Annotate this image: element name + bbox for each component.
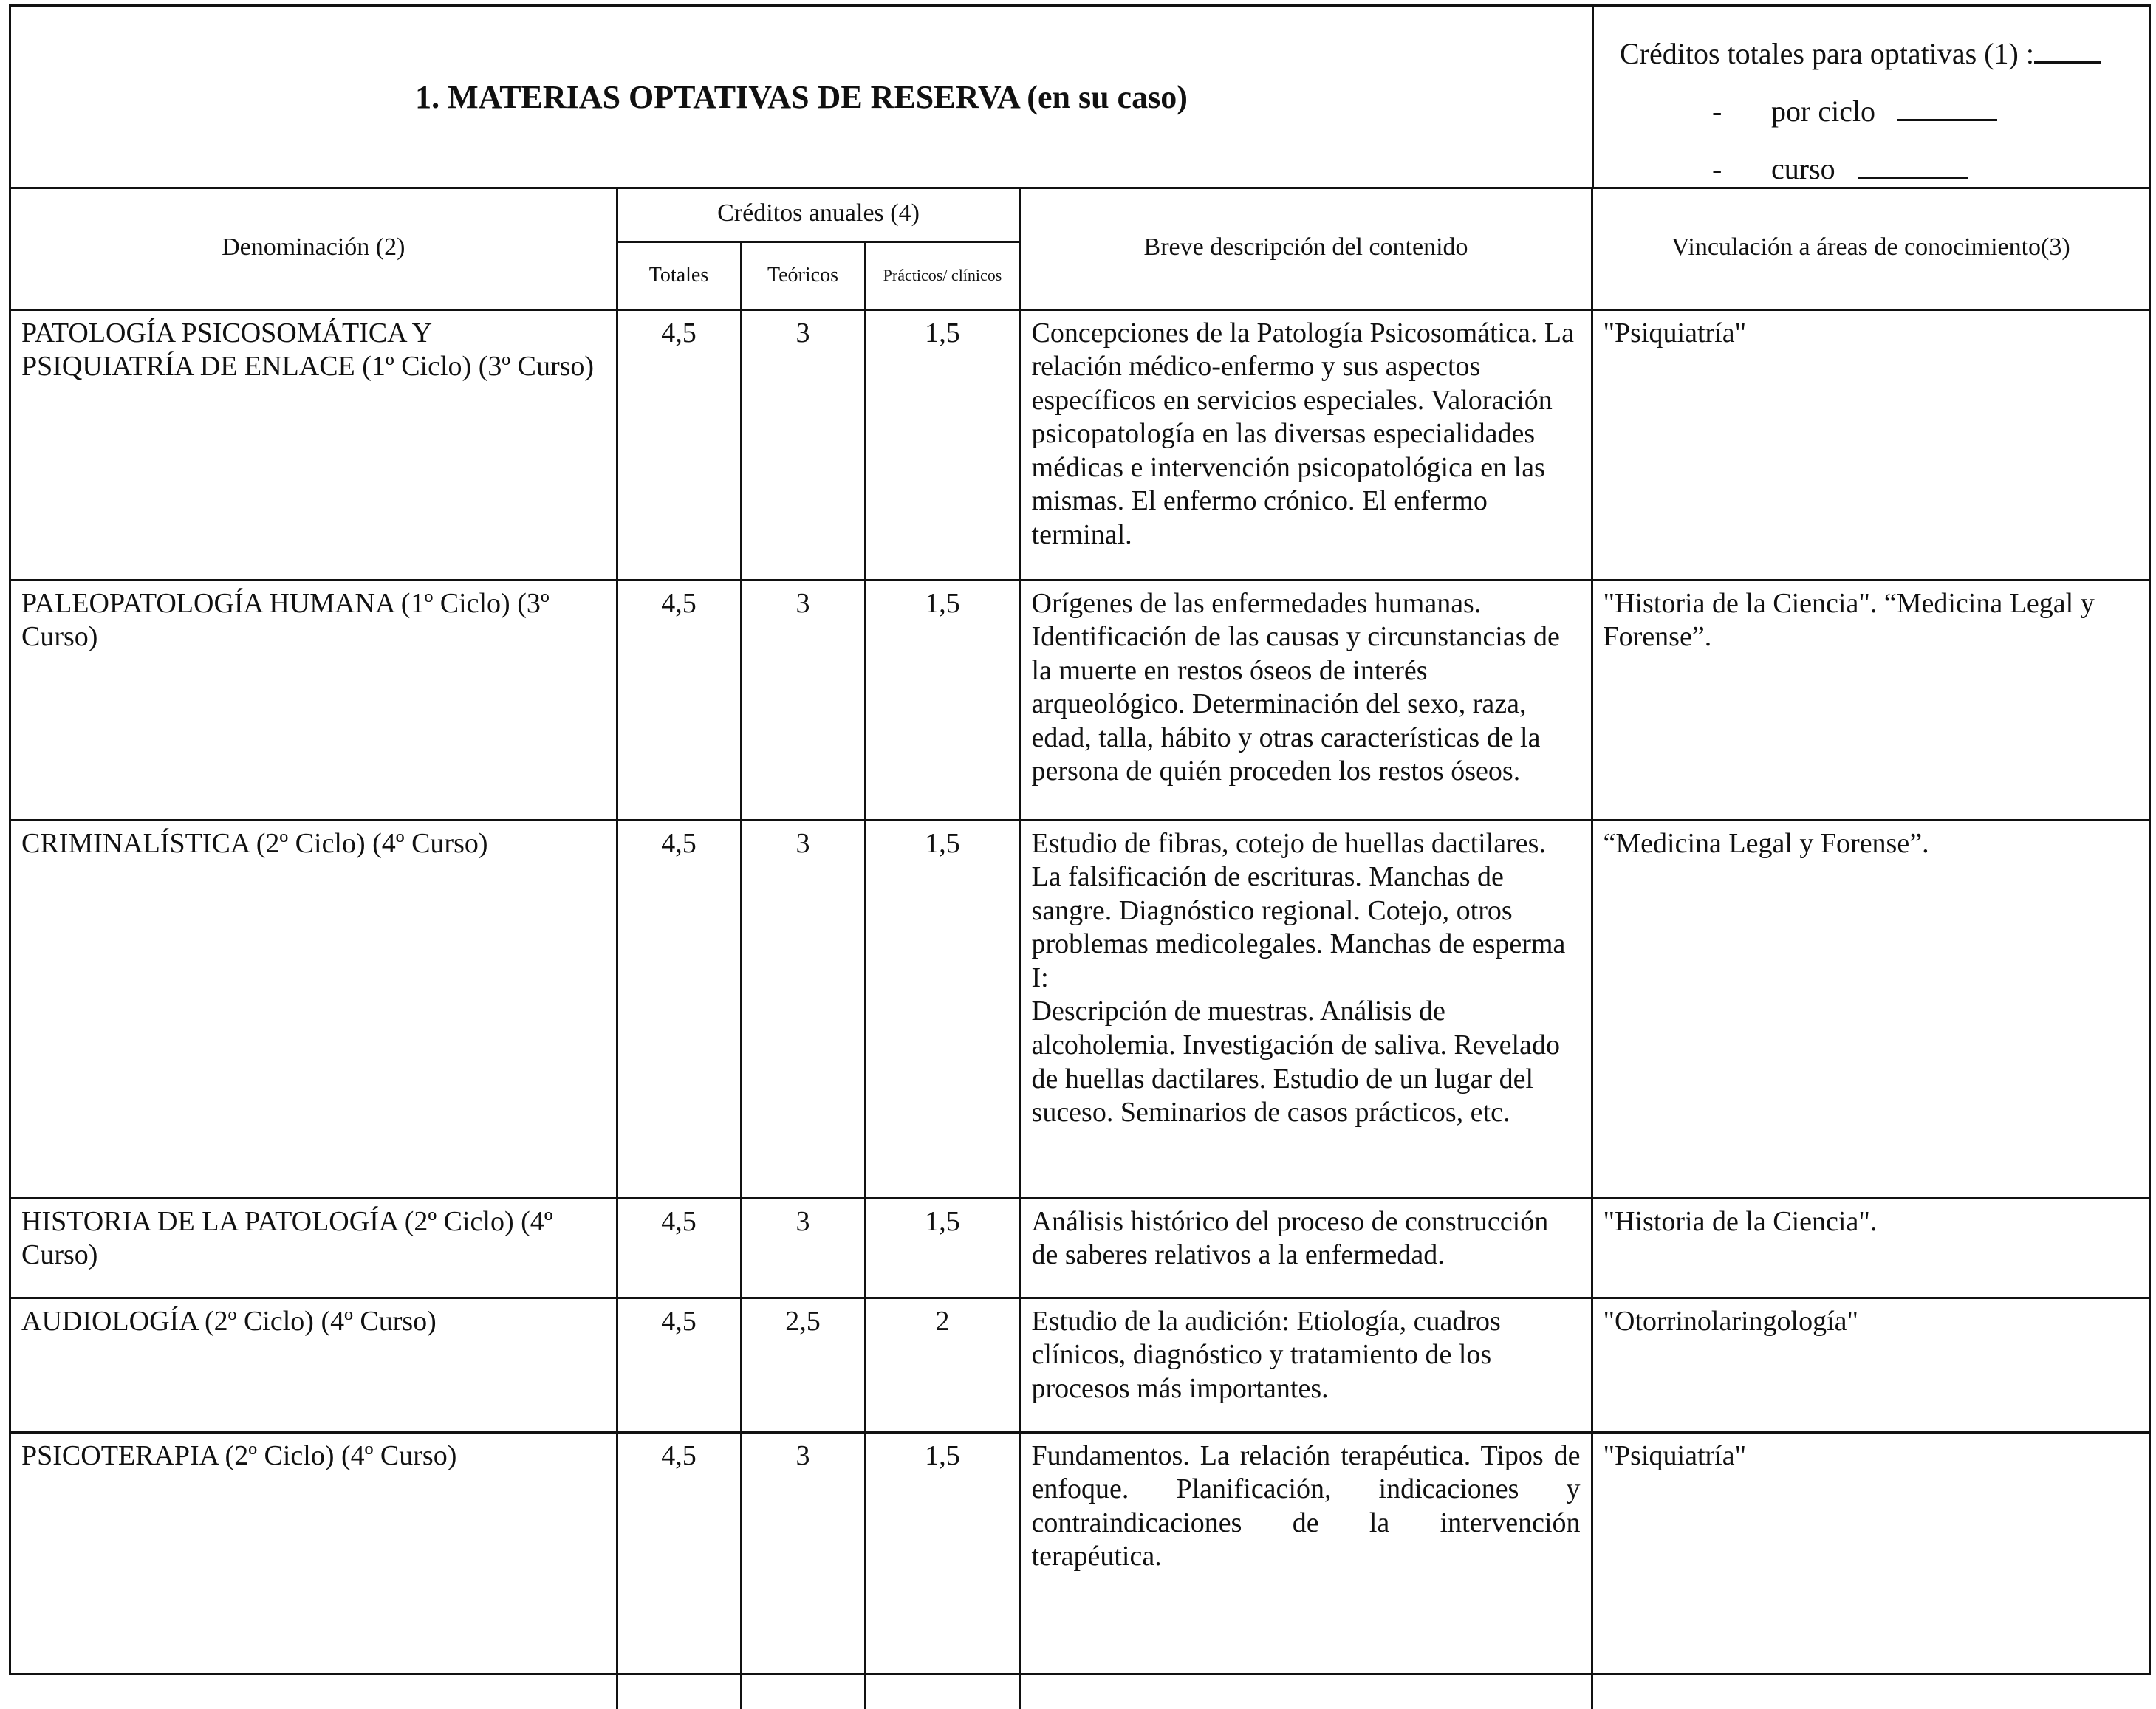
row-area: "Historia de la Ciencia". — [1592, 1198, 2149, 1298]
col-creditos-header: Créditos anuales (4) — [617, 187, 1020, 242]
row-teoricos: 3 — [741, 309, 865, 580]
credits-total-label: Créditos totales para optativas (1) : — [1620, 37, 2034, 70]
row-totales: 4,5 — [617, 820, 741, 1198]
row-practicos: 2 — [865, 1298, 1020, 1432]
por-ciclo-label: por ciclo — [1771, 95, 1876, 128]
col-totales-header: Totales — [617, 242, 741, 309]
row-totales: 4,5 — [617, 1198, 741, 1298]
row-name: PALEOPATOLOGÍA HUMANA (1º Ciclo) (3º Curso) — [11, 580, 617, 820]
row-area: "Psiquiatría" — [1592, 309, 2149, 580]
row-name: HISTORIA DE LA PATOLOGÍA (2º Ciclo) (4º Curso) — [11, 1198, 617, 1298]
table-row — [11, 1198, 2149, 1298]
row-practicos: 1,5 — [865, 1198, 1020, 1298]
row-totales: 4,5 — [617, 1298, 741, 1432]
row-area: "Historia de la Ciencia". “Medicina Legal y Forense”. — [1592, 580, 2149, 820]
curso-line — [1712, 147, 1968, 186]
table-row — [11, 1432, 2149, 1709]
table-row — [11, 820, 2149, 1198]
row-teoricos: 3 — [741, 1198, 865, 1298]
row-descripcion-part-2: Descripción de muestras. Análisis de alcoholemia. Investigación de saliva. Revelado de huellas dactilares. Estudio de un lugar del suceso. Seminarios de casos prácticos, etc. — [1031, 996, 1560, 1129]
table-row — [11, 309, 2149, 580]
row-name: PSICOTERAPIA (2º Ciclo) (4º Curso) — [11, 1432, 617, 1709]
row-totales: 4,5 — [617, 309, 741, 580]
curso-label: curso — [1771, 152, 1835, 185]
col-descripcion-header: Breve descripción del contenido — [1020, 187, 1592, 309]
row-name: AUDIOLOGÍA (2º Ciclo) (4º Curso) — [11, 1298, 617, 1432]
row-descripcion: Orígenes de las enfermedades humanas. Identificación de las causas y circunstancias de la muerte en restos óseos de interés arqueológico. Determinación del sexo, raza, edad, talla, hábito y otras características de la persona de quién proceden los restos óseos. — [1020, 580, 1592, 820]
row-practicos: 1,5 — [865, 309, 1020, 580]
credits-total-line — [1620, 32, 2101, 71]
document-sheet — [9, 4, 2151, 1675]
table-row — [11, 580, 2149, 820]
row-teoricos: 2,5 — [741, 1298, 865, 1432]
row-practicos: 1,5 — [865, 1432, 1020, 1709]
row-teoricos: 3 — [741, 1432, 865, 1709]
por-ciclo-dash: - — [1712, 95, 1722, 128]
row-teoricos: 3 — [741, 820, 865, 1198]
col-vinculacion-header: Vinculación a áreas de conocimiento(3) — [1592, 187, 2149, 309]
row-area: “Medicina Legal y Forense”. — [1592, 820, 2149, 1198]
row-name: CRIMINALÍSTICA (2º Ciclo) (4º Curso) — [11, 820, 617, 1198]
row-descripcion: Análisis histórico del proceso de construcción de saberes relativos a la enfermedad. — [1020, 1198, 1592, 1298]
row-practicos: 1,5 — [865, 820, 1020, 1198]
row-name: PATOLOGÍA PSICOSOMÁTICA Y PSIQUIATRÍA DE ENLACE (1º Ciclo) (3º Curso) — [11, 309, 617, 580]
row-descripcion: Fundamentos. La relación terapéutica. Tipos de enfoque. Planificación, indicaciones y contraindicaciones de la intervención terapéutica. — [1020, 1432, 1592, 1709]
col-teoricos-header: Teóricos — [741, 242, 865, 309]
por-ciclo-line — [1712, 89, 1997, 129]
por-ciclo-blank — [1897, 89, 1997, 121]
col-practicos-header: Prácticos/ clínicos — [865, 242, 1020, 309]
row-practicos: 1,5 — [865, 580, 1020, 820]
row-teoricos: 3 — [741, 580, 865, 820]
materias-table — [11, 187, 2149, 1709]
row-descripcion: Estudio de la audición: Etiología, cuadros clínicos, diagnóstico y tratamiento de los procesos más importantes. — [1020, 1298, 1592, 1432]
row-descripcion-part-1: Estudio de fibras, cotejo de huellas dactilares. La falsificación de escrituras. Manchas de sangre. Diagnóstico regional. Cotejo, otros problemas medicolegales. Manchas de esperma I: — [1031, 827, 1566, 993]
document-title: 1. MATERIAS OPTATIVAS DE RESERVA (en su caso) — [415, 78, 1188, 115]
row-totales: 4,5 — [617, 580, 741, 820]
table-row — [11, 1298, 2149, 1432]
title-row — [11, 7, 2149, 189]
header-row-1 — [11, 187, 2149, 242]
col-denominacion-header: Denominación (2) — [11, 187, 617, 309]
row-totales: 4,5 — [617, 1432, 741, 1709]
row-area: "Otorrinolaringología" — [1592, 1298, 2149, 1432]
row-descripcion: Concepciones de la Patología Psicosomática. La relación médico-enfermo y sus aspectos específicos en servicios especiales. Valoración psicopatología en las diversas especialidades médicas e intervención psicopatológica en las mismas. El enfermo crónico. El enfermo terminal. — [1020, 309, 1592, 580]
curso-dash: - — [1712, 152, 1722, 185]
credits-box — [1592, 7, 2151, 187]
curso-blank — [1858, 147, 1968, 179]
row-descripcion — [1020, 820, 1592, 1198]
row-area: "Psiquiatría" — [1592, 1432, 2149, 1709]
credits-total-blank — [2034, 32, 2101, 64]
